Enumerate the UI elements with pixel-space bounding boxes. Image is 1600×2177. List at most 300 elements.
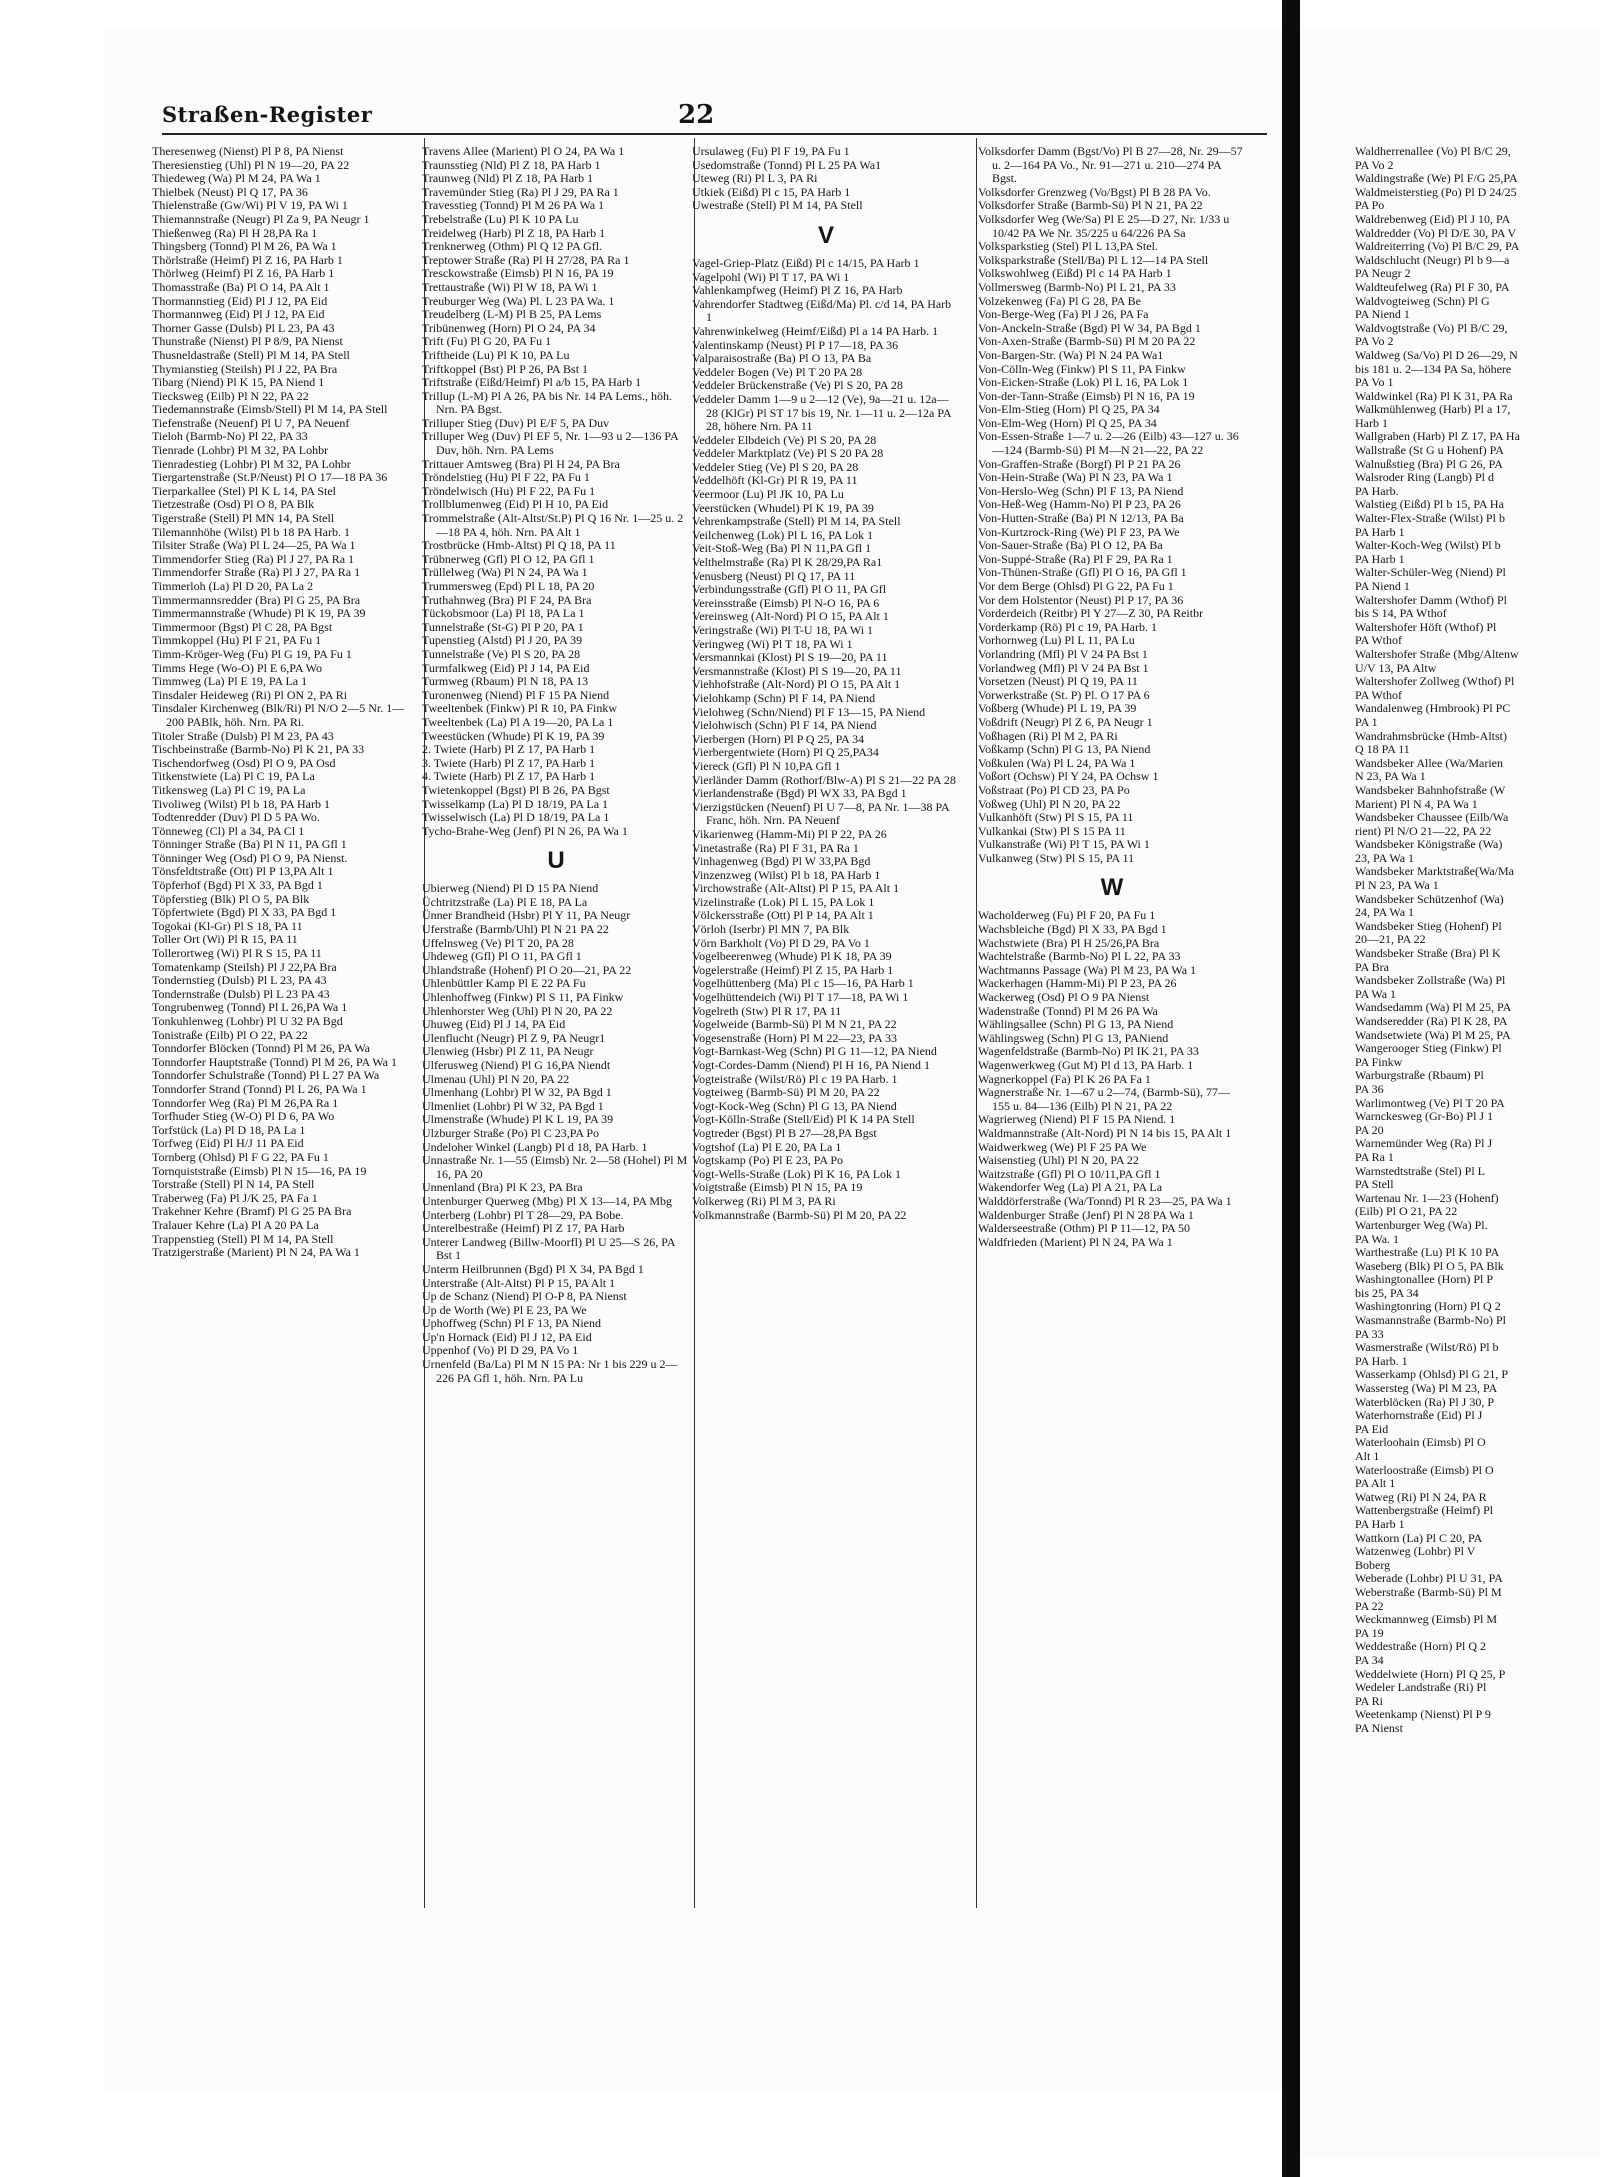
- street-entry: Voßkamp (Schn) Pl G 13, PA Niend: [978, 742, 1151, 757]
- register-column-3: [692, 145, 960, 1925]
- street-entry: Vogtshof (La) Pl E 20, PA La 1: [692, 1139, 842, 1154]
- next-page-line: Warnckesweg (Gr-Bo) Pl J 1: [1355, 1109, 1494, 1124]
- street-entry: Tischendorfweg (Osd) Pl O 9, PA Osd: [152, 755, 336, 770]
- street-entry: Treptower Straße (Ra) Pl H 27/28, PA Ra 1: [422, 252, 630, 267]
- next-page-line: Wartenburger Weg (Wa) Pl.: [1355, 1217, 1488, 1232]
- street-entry: Wählingsweg (Schn) Pl G 13, PANiend: [978, 1030, 1169, 1045]
- street-entry: Tiefenstraße (Neuenf) Pl U 7, PA Neuenf: [152, 415, 350, 430]
- street-entry: Vereinsweg (Alt-Nord) Pl O 15, PA Alt 1: [692, 609, 889, 624]
- street-entry: Ubierweg (Niend) Pl D 15 PA Niend: [422, 881, 599, 896]
- street-entry: Venusberg (Neust) Pl Q 17, PA 11: [692, 568, 856, 583]
- street-entry: Tönsfeldtstraße (Ott) Pl P 13,PA Alt 1: [152, 864, 334, 879]
- scan-margin: [0, 2090, 1282, 2177]
- street-entry: Uffelnsweg (Ve) Pl T 20, PA 28: [422, 935, 574, 950]
- next-page-line: Weberstraße (Barmb-Sü) Pl M: [1355, 1584, 1502, 1599]
- street-entry: Vulkanhöft (Stw) Pl S 15, PA 11: [978, 810, 1134, 825]
- street-entry: Unterer Landweg (Billw-Moorfl) Pl U 25—S 26, PA Bst 1: [422, 1234, 675, 1263]
- section-letter: U: [547, 847, 565, 875]
- street-entry: Titoler Straße (Dulsb) Pl M 23, PA 43: [152, 728, 334, 743]
- street-entry: Tilemannhöhe (Wilst) Pl b 18 PA Harb. 1: [152, 524, 350, 539]
- street-entry: Volksdorfer Grenzweg (Vo/Bgst) Pl B 28 PA Vo.: [978, 184, 1211, 199]
- street-entry: Veddeler Stieg (Ve) Pl S 20, PA 28: [692, 459, 859, 474]
- street-entry: Vikarienweg (Hamm-Mi) Pl P 22, PA 26: [692, 826, 887, 841]
- street-entry: Waldmannstraße (Alt-Nord) Pl N 14 bis 15, PA Alt 1: [978, 1125, 1232, 1140]
- street-entry: Untenburger Querweg (Mbg) Pl X 13—14, PA Mbg: [422, 1193, 672, 1208]
- street-entry: Vierzigstücken (Neuenf) Pl U 7—8, PA Nr. 1—38 PA Franc, höh. Nrn. PA Neuenf: [692, 799, 950, 828]
- street-entry: Valentinskamp (Neust) Pl P 17—18, PA 36: [692, 337, 899, 352]
- next-page-line: U/V 13, PA Altw: [1355, 660, 1437, 675]
- street-entry: Von-Hutten-Straße (Ba) Pl N 12/13, PA Ba: [978, 511, 1184, 526]
- street-entry: Von-Graffen-Straße (Borgf) Pl P 21 PA 26: [978, 456, 1181, 471]
- street-entry: Vehrenkampstraße (Stell) Pl M 14, PA Stell: [692, 514, 901, 529]
- next-page-line: PA 20: [1355, 1122, 1384, 1137]
- street-entry: Ulmenstraße (Whude) Pl K L 19, PA 39: [422, 1112, 614, 1127]
- street-entry: Tröndelwisch (Hu) Pl F 22, PA Fu 1: [422, 483, 596, 498]
- register-column-2: [422, 145, 690, 1925]
- street-entry: Thingsberg (Tonnd) Pl M 26, PA Wa 1: [152, 239, 337, 254]
- street-entry: Trüllelweg (Wa) Pl N 24, PA Wa 1: [422, 565, 588, 580]
- next-page-line: Waldrebenweg (Eid) Pl J 10, PA: [1355, 211, 1511, 226]
- next-page-line: Waltershofer Höft (Wthof) Pl: [1355, 619, 1497, 634]
- street-entry: Todtenredder (Duv) Pl D 5 PA Wo.: [152, 810, 320, 825]
- street-entry: Wackerweg (Osd) Pl O 9 PA Nienst: [978, 990, 1150, 1005]
- street-entry: Wagnerstraße Nr. 1—67 u 2—74, (Barmb-Sü), 77—155 u. 84—136 (Eilb) Pl N 21, PA 22: [978, 1085, 1230, 1113]
- street-entry: Twisselkamp (La) Pl D 18/19, PA La 1: [422, 796, 609, 811]
- street-entry: Velthelmstraße (Ra) Pl K 28/29,PA Ra1: [692, 555, 883, 570]
- street-entry: Tresckowstraße (Eimsb) Pl N 16, PA 19: [422, 266, 614, 281]
- street-entry: Trillup (L-M) Pl A 26, PA bis Nr. 14 PA Lems., höh. Nrn. PA Bgst.: [422, 388, 673, 417]
- next-page-line: Waldreiterring (Vo) Pl B/C 29, PA: [1355, 239, 1520, 254]
- street-entry: Wagenwerkweg (Gut M) Pl d 13, PA Harb. 1: [978, 1058, 1194, 1072]
- street-entry: Uferstraße (Barmb/Uhl) Pl N 21 PA 22: [422, 922, 609, 937]
- street-entry: Undeloher Winkel (Langb) Pl d 18, PA Harb. 1: [422, 1139, 648, 1154]
- street-entry: Tonistraße (Eilb) Pl O 22, PA 22: [152, 1027, 308, 1042]
- street-entry: Veddeler Brückenstraße (Ve) Pl S 20, PA 28: [692, 378, 903, 393]
- next-page-line: Weetenkamp (Nienst) Pl P 9: [1355, 1707, 1491, 1722]
- next-page-line: Walter-Schüler-Weg (Niend) Pl: [1355, 565, 1506, 580]
- street-entry: Völckersstraße (Ott) Pl P 14, PA Alt 1: [692, 908, 874, 923]
- street-entry: Travemünder Stieg (Ra) Pl J 29, PA Ra 1: [422, 184, 619, 199]
- street-entry: Von-Axen-Straße (Barmb-Sü) Pl M 20 PA 22: [978, 334, 1196, 349]
- street-entry: Tonndorfer Strand (Tonnd) Pl L 26, PA Wa 1: [152, 1081, 367, 1096]
- street-entry: Tröndelstieg (Hu) Pl F 22, PA Fu 1: [422, 470, 590, 485]
- street-entry: Vogt-Kock-Weg (Schn) Pl G 13, PA Niend: [692, 1098, 897, 1113]
- next-page-line: Wedeler Landstraße (Ri) Pl: [1355, 1680, 1487, 1695]
- street-entry: Utkiek (Eißd) Pl c 15, PA Harb 1: [692, 184, 851, 199]
- next-page-line: Wattkorn (La) Pl C 20, PA: [1355, 1530, 1483, 1545]
- next-page-line: Weddestraße (Horn) Pl Q 2: [1355, 1639, 1486, 1654]
- next-page-line: PA Harb 1: [1355, 1516, 1405, 1531]
- next-page-line: Waterloohain (Eimsb) Pl O: [1355, 1435, 1486, 1450]
- section-letter: V: [817, 221, 834, 249]
- street-entry: Von-der-Tann-Straße (Eimsb) Pl N 16, PA 19: [978, 388, 1195, 403]
- street-entry: Vogt-Kölln-Straße (Stell/Eid) Pl K 14 PA Stell: [692, 1112, 915, 1127]
- street-entry: Von-Heß-Weg (Hamm-No) Pl P 23, PA 26: [978, 497, 1181, 512]
- next-page-line: Waterblöcken (Ra) Pl J 30, P: [1355, 1394, 1495, 1409]
- next-page-line: Wandrahmsbrücke (Hmb-Altst): [1355, 728, 1507, 743]
- street-entry: Unnastraße Nr. 1—55 (Eimsb) Nr. 2—58 (Hohel) Pl M 16, PA 20: [422, 1153, 688, 1181]
- next-page-line: Waldteufelweg (Ra) Pl F 30, PA: [1355, 279, 1510, 294]
- street-entry: Veerstücken (Whudel) Pl K 19, PA 39: [692, 500, 874, 515]
- street-entry: Veilchenweg (Lok) Pl L 16, PA Lok 1: [692, 527, 874, 542]
- street-entry: Toller Ort (Wi) Pl R 15, PA 11: [152, 932, 298, 947]
- next-page-line: Wartenau Nr. 1—23 (Hohenf): [1355, 1190, 1499, 1205]
- street-entry: Veddeler Damm 1—9 u 2—12 (Ve), 9a—21 u. 12a—28 (KlGr) Pl ST 17 bis 19, Nr. 1—11 u. 2—12a PA 28, höhere Nrn. PA 11: [692, 391, 951, 434]
- street-entry: Töpfertwiete (Bgd) Pl X 33, PA Bgd 1: [152, 905, 337, 920]
- street-entry: Volksparkstieg (Stel) Pl L 13,PA Stel.: [978, 239, 1158, 254]
- street-entry: Twietenkoppel (Bgst) Pl B 26, PA Bgst: [422, 782, 610, 797]
- street-entry: Voßhagen (Ri) Pl M 2, PA Ri: [978, 728, 1118, 743]
- street-entry: Triftkoppel (Bst) Pl P 26, PA Bst 1: [422, 361, 589, 376]
- street-entry: Tinsdaler Heideweg (Ri) Pl ON 2, PA Ri: [152, 687, 348, 702]
- street-entry: Thörlstraße (Heimf) Pl Z 16, PA Harb 1: [152, 252, 343, 267]
- street-entry: Volkmannstraße (Barmb-Sü) Pl M 20, PA 22: [692, 1207, 907, 1222]
- street-entry: Viehhofstraße (Alt-Nord) Pl O 15, PA Alt 1: [692, 677, 901, 692]
- street-entry: Wackerhagen (Hamm-Mi) Pl P 23, PA 26: [978, 976, 1177, 991]
- next-page-line: PA Wthof: [1355, 633, 1403, 648]
- next-page-line: Watweg (Ri) Pl N 24, PA R: [1355, 1489, 1487, 1504]
- street-entry: Vörloh (Iserbr) Pl MN 7, PA Blk: [692, 922, 850, 937]
- street-entry: Timmkoppel (Hu) Pl F 21, PA Fu 1: [152, 633, 322, 648]
- next-page-line: PA Eid: [1355, 1421, 1389, 1436]
- street-entry: Turmweg (Rbaum) Pl N 18, PA 13: [422, 674, 589, 689]
- street-entry: Unnenland (Bra) Pl K 23, PA Bra: [422, 1180, 583, 1195]
- next-page-line: Wandseredder (Ra) Pl K 28, PA: [1355, 1014, 1508, 1028]
- street-entry: Valparaisostraße (Ba) Pl O 13, PA Ba: [692, 351, 872, 366]
- street-entry: Üchtritzstraße (La) Pl E 18, PA La: [422, 894, 588, 909]
- next-page-line: Walter-Flex-Straße (Wilst) Pl b: [1355, 511, 1505, 526]
- street-entry: Wählingsallee (Schn) Pl G 13, PA Niend: [978, 1017, 1174, 1032]
- next-page-line: Waltershofer Damm (Wthof) Pl: [1355, 592, 1507, 607]
- street-entry: Thormannweg (Eid) Pl J 12, PA Eid: [152, 307, 325, 322]
- street-entry: Walderseestraße (Othm) Pl P 11—12, PA 50: [978, 1221, 1191, 1236]
- street-entry: Theresienstieg (Uhl) Pl N 19—20, PA 22: [152, 157, 350, 172]
- street-entry: Tönninger Straße (Ba) Pl N 11, PA Gfl 1: [152, 837, 347, 852]
- street-entry: Timmendorfer Stieg (Ra) Pl J 27, PA Ra 1: [152, 551, 355, 566]
- next-page-line: Walstieg (Eißd) Pl b 15, PA Ha: [1355, 497, 1504, 512]
- next-page-line: 20—21, PA 22: [1355, 932, 1426, 947]
- next-page-line: Wandsetwiete (Wa) Pl M 25, PA: [1355, 1027, 1511, 1042]
- street-entry: Vogt-Barnkast-Weg (Schn) Pl G 11—12, PA Niend: [692, 1044, 937, 1059]
- street-entry: Tornquiststraße (Eimsb) Pl N 15—16, PA 19: [152, 1163, 367, 1178]
- street-entry: Ünner Brandheid (Hsbr) Pl Y 11, PA Neugr: [422, 908, 631, 923]
- street-entry: Urnenfeld (Ba/La) Pl M N 15 PA: Nr 1 bis 229 u 2—226 PA Gfl 1, höh. Nrn. PA Lu: [422, 1357, 678, 1385]
- street-entry: Uhlenhoffweg (Finkw) Pl S 11, PA Finkw: [422, 990, 624, 1005]
- street-entry: Trettaustraße (Wi) Pl W 18, PA Wi 1: [422, 279, 598, 294]
- street-entry: Vogelerstraße (Heimf) Pl Z 15, PA Harb 1: [692, 962, 894, 977]
- street-entry: Wadenstraße (Tonnd) Pl M 26 PA Wa: [978, 1003, 1158, 1018]
- street-entry: Waldenburger Straße (Jenf) Pl N 28 PA Wa 1: [978, 1207, 1194, 1222]
- street-entry: Vierbergentwiete (Horn) Pl Q 25,PA34: [692, 745, 879, 760]
- street-entry: Timmermoor (Bgst) Pl C 28, PA Bgst: [152, 619, 333, 634]
- street-entry: Tomatenkamp (Steilsh) Pl J 22,PA Bra: [152, 959, 337, 974]
- street-entry: Waitzstraße (Gfl) Pl O 10/11,PA Gfl 1: [978, 1166, 1161, 1181]
- street-entry: Thießenweg (Ra) Pl H 28,PA Ra 1: [152, 225, 318, 240]
- street-entry: Tonndorfer Hauptstraße (Tonnd) Pl M 26, PA Wa 1: [152, 1054, 397, 1069]
- next-page-line: PA 22: [1355, 1598, 1384, 1613]
- next-page-line: Waseberg (Blk) Pl O 5, PA Blk: [1355, 1258, 1504, 1273]
- next-page-line: Wandsbeker Straße (Bra) Pl K: [1355, 946, 1501, 961]
- street-entry: Treidelweg (Harb) Pl Z 18, PA Harb 1: [422, 225, 606, 240]
- street-entry: Titkensweg (La) Pl C 19, PA La: [152, 782, 306, 797]
- street-entry: Trebelstraße (Lu) Pl K 10 PA Lu: [422, 211, 579, 226]
- street-entry: Ursulaweg (Fu) Pl F 19, PA Fu 1: [692, 145, 850, 158]
- next-page-line: PA Ri: [1355, 1693, 1383, 1708]
- street-entry: Vielohwisch (Schn) Pl F 14, PA Niend: [692, 718, 877, 733]
- street-entry: Turonenweg (Niend) Pl F 15 PA Niend: [422, 687, 610, 702]
- next-page-line: Wattenbergstraße (Heimf) Pl: [1355, 1503, 1494, 1518]
- street-entry: Wachtmanns Passage (Wa) Pl M 23, PA Wa 1: [978, 962, 1197, 977]
- street-entry: Versmannstraße (Klost) Pl S 19—20, PA 11: [692, 663, 902, 678]
- next-page-line: Weddelwiete (Horn) Pl Q 25, P: [1355, 1666, 1506, 1681]
- street-entry: Von-Berge-Weg (Fa) Pl J 26, PA Fa: [978, 307, 1149, 322]
- street-entry: Vorhornweg (Lu) Pl L 11, PA Lu: [978, 633, 1135, 648]
- next-page-line: PA Niend 1: [1355, 579, 1410, 593]
- street-entry: Usedomstraße (Tonnd) Pl L 25 PA Wa1: [692, 157, 882, 172]
- next-page-line: Q 18 PA 11: [1355, 742, 1410, 757]
- street-entry: Tierparkallee (Stel) Pl K L 14, PA Stel: [152, 483, 336, 498]
- street-entry: Uppenhof (Vo) Pl D 29, PA Vo 1: [422, 1343, 579, 1358]
- street-entry: Timmermannstraße (Whude) Pl K 19, PA 39: [152, 606, 366, 621]
- street-entry: Voßdrift (Neugr) Pl Z 6, PA Neugr 1: [978, 714, 1153, 729]
- street-entry: Up de Schanz (Niend) Pl O-P 8, PA Nienst: [422, 1289, 627, 1304]
- header-divider: [162, 133, 1267, 135]
- next-page-line: Waterhornstraße (Eid) Pl J: [1355, 1408, 1483, 1423]
- street-entry: Tonndorfer Weg (Ra) Pl M 26,PA Ra 1: [152, 1095, 339, 1110]
- next-page-line: PA Wa. 1: [1355, 1231, 1400, 1246]
- street-entry: Volksdorfer Damm (Bgst/Vo) Pl B 27—28, Nr. 29—57 u. 2—164 PA Vo., Nr. 91—271 u. 210—274 PA Bgst.: [978, 145, 1243, 186]
- street-entry: Vagel-Griep-Platz (Eißd) Pl c 14/15, PA Harb 1: [692, 255, 920, 270]
- street-entry: Vulkankai (Stw) Pl S 15 PA 11: [978, 823, 1126, 838]
- next-page-line: Waldingstraße (We) Pl F/G 25,PA: [1355, 171, 1518, 186]
- street-entry: Tornberg (Ohlsd) Pl F G 22, PA Fu 1: [152, 1149, 329, 1164]
- street-entry: Thielbek (Neust) Pl Q 17, PA 36: [152, 184, 308, 199]
- street-entry: Thymianstieg (Steilsh) Pl J 22, PA Bra: [152, 361, 338, 376]
- street-entry: Waidwerkweg (We) Pl F 25 PA We: [978, 1139, 1147, 1154]
- next-page-line: Waltershofer Zollweg (Wthof) Pl: [1355, 674, 1515, 689]
- street-entry: Vogesenstraße (Horn) Pl M 22—23, PA 33: [692, 1030, 898, 1045]
- street-entry: Tinsdaler Kirchenweg (Blk/Ri) Pl N/O 2—5 Nr. 1—200 PABlk, höh. Nrn. PA Ri.: [152, 701, 405, 729]
- street-entry: Tibarg (Niend) Pl K 15, PA Niend 1: [152, 375, 325, 390]
- next-page-line: Wandsbeker Allee (Wa/Marien: [1355, 755, 1504, 770]
- street-entry: Veit-Stoß-Weg (Ba) Pl N 11,PA Gfl 1: [692, 541, 872, 556]
- street-entry: Vagelpohl (Wi) Pl T 17, PA Wi 1: [692, 269, 850, 284]
- street-entry: Veddeler Elbdeich (Ve) Pl S 20, PA 28: [692, 432, 877, 447]
- next-page-line: Wandsbeker Königstraße (Wa): [1355, 837, 1503, 852]
- street-entry: Von-Herslo-Weg (Schn) Pl F 13, PA Niend: [978, 483, 1184, 498]
- street-entry: Vogtreder (Bgst) Pl B 27—28,PA Bgst: [692, 1125, 877, 1140]
- street-entry: Timmweg (La) Pl E 19, PA La 1: [152, 674, 308, 689]
- street-entry: Vinzenzweg (Wilst) Pl b 18, PA Harb 1: [692, 867, 881, 882]
- street-entry: Trakehner Kehre (Bramf) Pl G 25 PA Bra: [152, 1204, 352, 1219]
- street-entry: Tweestücken (Whude) Pl K 19, PA 39: [422, 728, 605, 743]
- street-entry: Torfhuder Stieg (W-O) Pl D 6, PA Wo: [152, 1109, 335, 1124]
- next-page-line: PA 19: [1355, 1625, 1384, 1640]
- next-page-line: Warburgstraße (Rbaum) Pl: [1355, 1068, 1484, 1083]
- next-page-line: Warnemünder Weg (Ra) Pl J: [1355, 1136, 1493, 1151]
- street-entry: Wacholderweg (Fu) Pl F 20, PA Fu 1: [978, 908, 1156, 923]
- street-entry: Travens Allee (Marient) Pl O 24, PA Wa 1: [422, 145, 625, 158]
- street-entry: Tonndorfer Schulstraße (Tonnd) Pl L 27 PA Wa: [152, 1068, 380, 1083]
- next-page-line: PA Harb. 1: [1355, 1353, 1408, 1368]
- street-entry: Torstraße (Stell) Pl N 14, PA Stell: [152, 1177, 315, 1192]
- next-page-line: Wandsbeker Schützenhof (Wa): [1355, 891, 1504, 906]
- street-entry: Von-Bargen-Str. (Wa) Pl N 24 PA Wa1: [978, 347, 1164, 362]
- next-page-line: PA Bra: [1355, 959, 1389, 974]
- next-page-line: Wandsbeker Chaussee (Eilb/Wa: [1355, 810, 1509, 825]
- street-entry: Trittauer Amtsweg (Bra) Pl H 24, PA Bra: [422, 456, 620, 471]
- street-entry: Truthahnweg (Bra) Pl F 24, PA Bra: [422, 592, 592, 607]
- next-page-line: 24, PA Wa 1: [1355, 905, 1415, 920]
- street-entry: Trilluper Weg (Duv) Pl EF 5, Nr. 1—93 u 2—136 PA Duv, höh. Nrn. PA Lems: [422, 429, 678, 458]
- next-page-line: bis S 14, PA Wthof: [1355, 606, 1447, 621]
- street-entry: Vinhagenweg (Bgd) Pl W 33,PA Bgd: [692, 854, 871, 869]
- next-page-line: Wallstraße (St G u Hohenf) PA: [1355, 443, 1504, 458]
- next-page-line: Wasserkamp (Ohlsd) Pl G 21, P: [1355, 1367, 1509, 1382]
- street-entry: Voigtstraße (Eimsb) Pl N 15, PA 19: [692, 1180, 863, 1195]
- street-entry: Voßberg (Whude) Pl L 19, PA 39: [978, 701, 1137, 716]
- next-page-line: Wandalenweg (Hmbrook) Pl PC: [1355, 701, 1511, 716]
- next-page-line: (Eilb) Pl O 21, PA 22: [1355, 1204, 1458, 1219]
- street-entry: Tönneweg (Cl) Pl a 34, PA Cl 1: [152, 823, 305, 838]
- next-page-line: rient) Pl N/O 21—22, PA 22: [1355, 823, 1492, 838]
- street-entry: Trübnerweg (Gfl) Pl O 12, PA Gfl 1: [422, 551, 595, 566]
- next-page-line: PA Vo 2: [1355, 157, 1394, 172]
- street-entry: Vahlenkampfweg (Heimf) Pl Z 16, PA Harb: [692, 283, 903, 298]
- street-entry: Torfstück (La) Pl D 18, PA La 1: [152, 1122, 306, 1137]
- next-page-line: Pl N 23, PA Wa 1: [1355, 878, 1439, 893]
- next-page-line: Walter-Koch-Weg (Wilst) Pl b: [1355, 538, 1501, 553]
- street-entry: Ulmenhang (Lohbr) Pl W 32, PA Bgd 1: [422, 1085, 612, 1100]
- street-entry: Ulzburger Straße (Po) Pl C 23,PA Po: [422, 1125, 600, 1140]
- street-entry: Vogteiweg (Barmb-Sü) Pl M 20, PA 22: [692, 1085, 880, 1100]
- street-entry: Treudelberg (L-M) Pl B 25, PA Lems: [422, 307, 602, 322]
- street-entry: Veringweg (Wi) Pl T 18, PA Wi 1: [692, 636, 853, 651]
- street-entry: Wachsbleiche (Bgd) Pl X 33, PA Bgd 1: [978, 922, 1167, 937]
- street-entry: Treuburger Weg (Wa) Pl. L 23 PA Wa. 1: [422, 293, 615, 308]
- next-page-line: Wandsedamm (Wa) Pl M 25, PA: [1355, 1000, 1512, 1015]
- next-page-line: PA Stell: [1355, 1177, 1394, 1192]
- next-page-line: Warlimontweg (Ve) Pl T 20 PA: [1355, 1095, 1505, 1110]
- street-entry: Thielenstraße (Gw/Wi) Pl V 19, PA Wi 1: [152, 198, 348, 213]
- street-entry: Thomasstraße (Ba) Pl O 14, PA Alt 1: [152, 279, 330, 294]
- street-entry: Vogelreth (Stw) Pl R 17, PA 11: [692, 1003, 842, 1018]
- street-entry: Triftheide (Lu) Pl K 10, PA Lu: [422, 347, 570, 362]
- street-entry: Von-Thünen-Straße (Gfl) Pl O 16, PA Gfl 1: [978, 565, 1187, 580]
- street-entry: Volksdorfer Weg (We/Sa) Pl E 25—D 27, Nr. 1/33 u 10/42 PA We Nr. 35/225 u 64/226 PA Sa: [978, 211, 1230, 240]
- next-page-line: PA Vo 1: [1355, 375, 1394, 390]
- street-entry: Tieloh (Barmb-No) Pl 22, PA 33: [152, 429, 308, 444]
- next-page-line: Boberg: [1355, 1557, 1391, 1572]
- next-page-line: Wandsbeker Bahnhofstraße (W: [1355, 782, 1506, 797]
- street-entry: Von-Suppé-Straße (Ra) Pl F 29, PA Ra 1: [978, 551, 1173, 566]
- street-entry: Tienrade (Lohbr) Pl M 32, PA Lohbr: [152, 443, 329, 458]
- street-entry: Twisselwisch (La) Pl D 18/19, PA La 1: [422, 810, 610, 825]
- street-entry: Vierlandenstraße (Bgd) Pl WX 33, PA Bgd 1: [692, 786, 907, 801]
- street-entry: Voßweg (Uhl) Pl N 20, PA 22: [978, 796, 1121, 811]
- street-entry: Uhlandstraße (Hohenf) Pl O 20—21, PA 22: [422, 962, 632, 977]
- street-entry: Tondernstieg (Dulsb) Pl L 23, PA 43: [152, 973, 327, 988]
- street-entry: Timms Hege (Wo-O) Pl E 6,PA Wo: [152, 660, 322, 675]
- street-entry: Tweeltenbek (La) Pl A 19—20, PA La 1: [422, 714, 614, 729]
- page-number: 22: [678, 100, 715, 130]
- street-entry: Volzekenweg (Fa) Pl G 28, PA Be: [978, 293, 1141, 308]
- next-page-line: Waldvogtstraße (Vo) Pl B/C 29,: [1355, 320, 1508, 335]
- street-entry: Von-Cölln-Weg (Finkw) Pl S 11, PA Finkw: [978, 361, 1186, 376]
- street-entry: Vinetastraße (Ra) Pl F 31, PA Ra 1: [692, 840, 859, 855]
- street-entry: Walddörferstraße (Wa/Tonnd) Pl R 23—25, PA Wa 1: [978, 1193, 1232, 1208]
- street-entry: Veringstraße (Wi) Pl T-U 18, PA Wi 1: [692, 623, 874, 637]
- street-entry: Togokai (Kl-Gr) Pl S 18, PA 11: [152, 918, 303, 933]
- street-entry: Vorlandweg (Mfl) Pl V 24 PA Bst 1: [978, 660, 1149, 675]
- street-entry: Vogtskamp (Po) Pl E 23, PA Po: [692, 1153, 844, 1168]
- street-entry: Ulferusweg (Niend) Pl G 16,PA Niendt: [422, 1058, 611, 1072]
- next-page-line: Washingtonallee (Horn) Pl P: [1355, 1272, 1494, 1287]
- next-page-line: PA Harb 1: [1355, 524, 1405, 539]
- next-page-line: Weberade (Lohbr) Pl U 31, PA: [1355, 1571, 1503, 1586]
- next-page-line: Waldvogteiweg (Schn) Pl G: [1355, 293, 1490, 308]
- next-page-line: Wandsbeker Stieg (Hohenf) Pl: [1355, 918, 1502, 933]
- next-page-line: bis 181 u. 2—134 PA Sa, höhere: [1355, 361, 1512, 376]
- street-entry: Tienradestieg (Lohbr) Pl M 32, PA Lohbr: [152, 456, 351, 471]
- street-entry: Vahrendorfer Stadtweg (Eißd/Ma) Pl. c/d 14, PA Harb 1: [692, 296, 952, 325]
- next-page-line: Washingtonring (Horn) Pl Q 2: [1355, 1299, 1501, 1314]
- street-entry: Up de Worth (We) Pl E 23, PA We: [422, 1302, 587, 1317]
- next-page-line: PA Neugr 2: [1355, 266, 1411, 281]
- street-entry: Tycho-Brahe-Weg (Jenf) Pl N 26, PA Wa 1: [422, 823, 628, 838]
- street-entry: 4. Twiete (Harb) Pl Z 17, PA Harb 1: [422, 769, 596, 784]
- street-entry: Trappenstieg (Stell) Pl M 14, PA Stell: [152, 1231, 334, 1246]
- next-page-column: [1355, 145, 1600, 1925]
- next-page-line: Waldmeisterstieg (Po) Pl D 24/25: [1355, 184, 1517, 199]
- street-entry: Vorderkamp (Rö) Pl c 19, PA Harb. 1: [978, 619, 1157, 634]
- street-entry: Unterberg (Lohbr) Pl T 28—29, PA Bobe.: [422, 1207, 624, 1222]
- street-entry: Voßort (Ochsw) Pl Y 24, PA Ochsw 1: [978, 769, 1159, 784]
- street-entry: 2. Twiete (Harb) Pl Z 17, PA Harb 1: [422, 742, 596, 757]
- street-entry: Vielohkamp (Schn) Pl F 14, PA Niend: [692, 690, 876, 705]
- street-entry: Tückobsmoor (La) Pl 18, PA La 1: [422, 606, 585, 621]
- next-page-line: PA Alt 1: [1355, 1476, 1396, 1491]
- next-page-line: Harb 1: [1355, 415, 1388, 430]
- street-entry: Veddelhöft (Kl-Gr) Pl R 19, PA 11: [692, 473, 858, 488]
- street-entry: Trummersweg (Epd) Pl L 18, PA 20: [422, 579, 595, 593]
- street-entry: Vorlandring (Mfl) Pl V 24 PA Bst 1: [978, 646, 1148, 661]
- street-entry: Wagrierweg (Niend) Pl F 15 PA Niend. 1: [978, 1112, 1176, 1127]
- street-entry: Thunstraße (Nienst) Pl P 8/9, PA Nienst: [152, 334, 343, 349]
- street-entry: Vor dem Berge (Ohlsd) Pl G 22, PA Fu 1: [978, 579, 1174, 593]
- next-page-line: PA Po: [1355, 198, 1385, 213]
- next-page-line: Waterloostraße (Eimsb) Pl O: [1355, 1462, 1494, 1477]
- next-page-line: Wassersteg (Wa) Pl M 23, PA: [1355, 1381, 1498, 1396]
- street-entry: Traberweg (Fa) Pl J/K 25, PA Fa 1: [152, 1190, 318, 1205]
- street-entry: Trostbrücke (Hmb-Altst) Pl Q 18, PA 11: [422, 538, 616, 553]
- street-entry: Unterelbestraße (Heimf) Pl Z 17, PA Harb: [422, 1221, 625, 1236]
- street-entry: Veddeler Marktplatz (Ve) Pl S 20 PA 28: [692, 446, 884, 461]
- street-entry: Timmermannsredder (Bra) Pl G 25, PA Bra: [152, 592, 361, 607]
- street-entry: Uhlenhorster Weg (Uhl) Pl N 20, PA 22: [422, 1003, 613, 1018]
- street-entry: Tralauer Kehre (La) Pl A 20 PA La: [152, 1217, 319, 1232]
- street-entry: Uhlenbüttler Kamp Pl E 22 PA Fu: [422, 976, 586, 991]
- street-entry: Vierländer Damm (Rothorf/Blw-A) Pl S 21—22 PA 28: [692, 772, 956, 787]
- street-entry: Thormannstieg (Eid) Pl J 12, PA Eid: [152, 293, 328, 308]
- street-entry: Vorwerkstraße (St. P) Pl. O 17 PA 6: [978, 687, 1150, 702]
- next-page-line: Waldschlucht (Neugr) Pl b 9—a: [1355, 252, 1510, 267]
- street-entry: Wachstwiete (Bra) Pl H 25/26,PA Bra: [978, 935, 1160, 950]
- street-entry: Tunnelstraße (Ve) Pl S 20, PA 28: [422, 646, 581, 661]
- street-entry: Ulmenau (Uhl) Pl N 20, PA 22: [422, 1071, 570, 1086]
- street-entry: Tischbeinstraße (Barmb-No) Pl K 21, PA 33: [152, 742, 365, 757]
- street-entry: Von-Eicken-Straße (Lok) Pl L 16, PA Lok 1: [978, 375, 1189, 390]
